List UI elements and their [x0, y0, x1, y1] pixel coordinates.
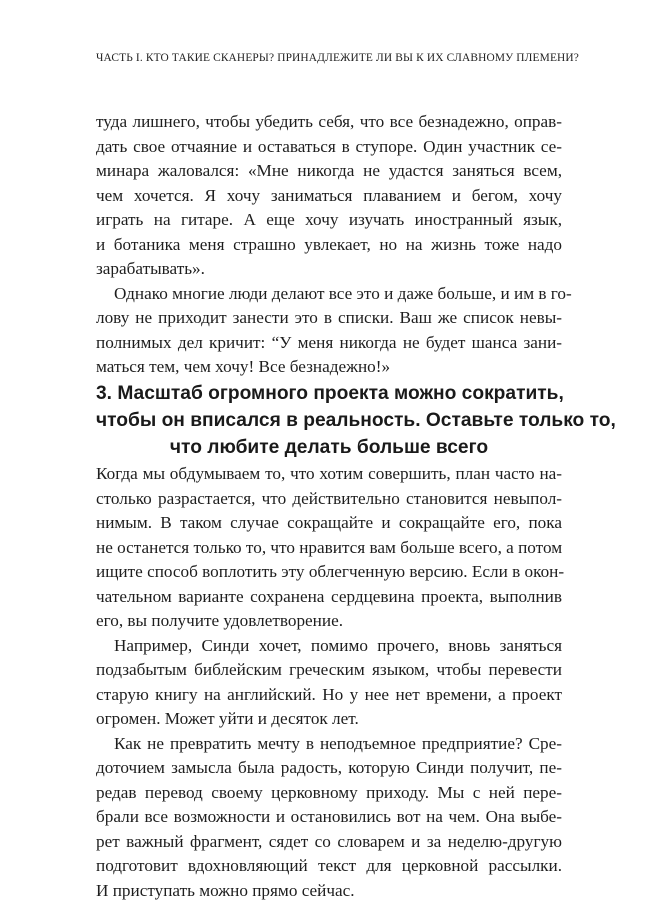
text-line: Однако многие люди делают все это и даже больше, и им в го- — [96, 282, 562, 307]
text-line: и ботаника меня страшно увлекает, но на жизнь тоже надо — [96, 233, 562, 258]
text-line: чательном варианте сохранена сердцевина проекта, выполнив — [96, 585, 562, 610]
text-line: огромен. Может уйти и десяток лет. — [96, 707, 562, 732]
heading-line: чтобы он вписался в реальность. Оставьте только то, — [96, 407, 562, 434]
text-line: Как не превратить мечту в неподъемное предприятие? Сре- — [96, 732, 562, 757]
section-heading — [96, 380, 562, 461]
text-line: полнимых дел кричит: “У меня никогда не будет шанса зани- — [96, 331, 562, 356]
text-line: И приступать можно прямо сейчас. — [96, 879, 562, 903]
text-line: доточием замысла была радость, которую Синди получит, пе- — [96, 756, 562, 781]
text-line: Когда мы обдумываем то, что хотим совершить, план часто на- — [96, 462, 562, 487]
text-line: нимым. В таком случае сокращайте и сокращайте его, пока — [96, 511, 562, 536]
paragraph-block-2 — [96, 462, 562, 903]
text-line: туда лишнего, чтобы убедить себя, что все безнадежно, оправ- — [96, 110, 562, 135]
text-line: старую книгу на английский. Но у нее нет времени, а проект — [96, 683, 562, 708]
text-line: не останется только то, что нравится вам больше всего, а потом — [96, 536, 562, 561]
text-line: зарабатывать». — [96, 257, 562, 282]
text-line: играть на гитаре. А еще хочу изучать иностранный язык, — [96, 208, 562, 233]
text-line: лову не приходит занести это в списки. Ваш же список невы- — [96, 306, 562, 331]
text-line: рет важный фрагмент, сядет со словарем и за неделю-другую — [96, 830, 562, 855]
text-line: редав перевод своему церковному приходу. Мы с ней пере- — [96, 781, 562, 806]
text-line: подготовит вдохновляющий текст для церковной рассылки. — [96, 854, 562, 879]
text-line: минара жаловался: «Мне никогда не удастся заняться всем, — [96, 159, 562, 184]
text-line: Например, Синди хочет, помимо прочего, вновь заняться — [96, 634, 562, 659]
text-line: подзабытым библейским греческим языком, чтобы перевести — [96, 658, 562, 683]
text-line: брали все возможности и остановились вот на чем. Она выбе- — [96, 805, 562, 830]
text-line: столько разрастается, что действительно становится невыпол- — [96, 487, 562, 512]
text-line: дать свое отчаяние и оставаться в ступоре. Один участник се- — [96, 135, 562, 160]
heading-line: 3. Масштаб огромного проекта можно сократить, — [96, 380, 562, 407]
text-line: маться тем, чем хочу! Все безнадежно!» — [96, 355, 562, 380]
text-line: ищите способ воплотить эту облегченную версию. Если в окон- — [96, 560, 562, 585]
paragraph-block-1 — [96, 110, 562, 380]
text-line: чем хочется. Я хочу заниматься плаванием и бегом, хочу — [96, 184, 562, 209]
heading-line: что любите делать больше всего — [96, 434, 562, 461]
text-line: его, вы получите удовлетворение. — [96, 609, 562, 634]
running-head: ЧАСТЬ I. КТО ТАКИЕ СКАНЕРЫ? ПРИНАДЛЕЖИТЕ ЛИ ВЫ К ИХ СЛАВНОМУ ПЛЕМЕНИ? — [96, 52, 566, 64]
